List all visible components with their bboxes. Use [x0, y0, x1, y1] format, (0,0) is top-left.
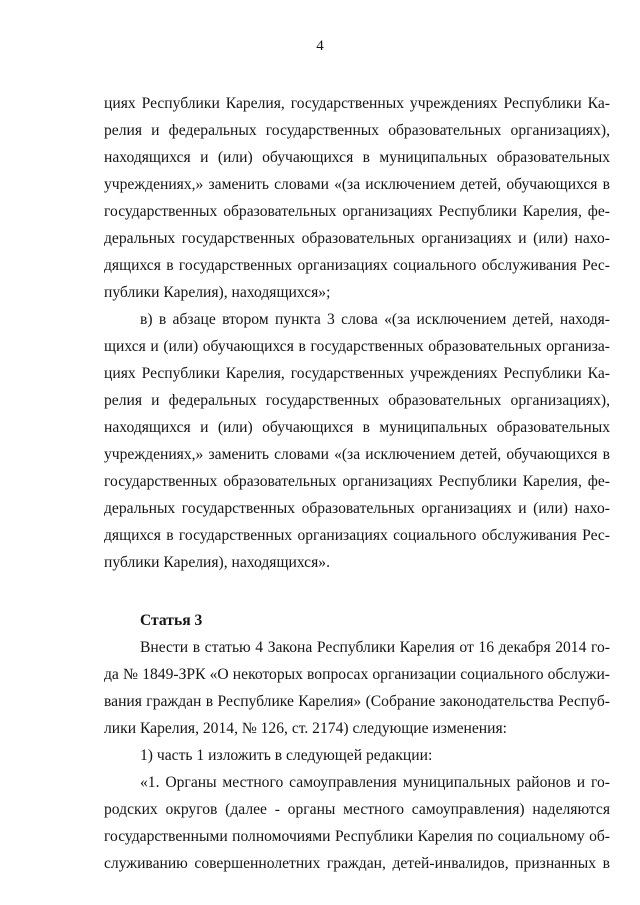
- text-line: публики Карелия), находящихся»;: [104, 284, 331, 301]
- text-line: деральных государственных образовательных организациях и (или) нахо-: [104, 230, 610, 247]
- text-line: «1. Органы местного самоуправления муниципальных районов и го-: [140, 774, 610, 791]
- text-line: дящихся в государственных организациях социального обслуживания Рес-: [104, 527, 610, 544]
- text-line: государственными полномочиями Республики Карелия по социальному об-: [104, 828, 610, 845]
- text-line: родских округов (далее - органы местного самоуправления) наделяются: [104, 801, 610, 818]
- text-line: в) в абзаце втором пункта 3 слова «(за исключением детей, находя-: [140, 311, 610, 328]
- paragraph-article-intro: [104, 634, 610, 742]
- text-line: Внести в статью 4 Закона Республики Карелия от 16 декабря 2014 го-: [140, 639, 610, 656]
- section-gap: [104, 576, 610, 607]
- paragraph-item-v: [104, 306, 610, 576]
- paragraph-item-1: [104, 742, 610, 769]
- text-line: циях Республики Карелия, государственных учреждениях Республики Ка-: [104, 365, 610, 382]
- text-line: дящихся в государственных организациях социального обслуживания Рес-: [104, 257, 610, 274]
- text-line: щихся и (или) обучающихся в государственных образовательных организа-: [104, 338, 610, 355]
- document-body: [104, 90, 610, 877]
- paragraph-quoted-part-1: [104, 769, 610, 877]
- text-line: 1) часть 1 изложить в следующей редакции:: [140, 747, 433, 764]
- article-heading: Статья 3: [140, 612, 203, 629]
- text-line: вания граждан в Республике Карелия» (Собрание законодательства Респуб-: [104, 693, 610, 710]
- text-line: государственных образовательных организациях Республики Карелия, фе-: [104, 473, 610, 490]
- text-line: государственных образовательных организациях Республики Карелия, фе-: [104, 203, 610, 220]
- paragraph-continuation: [104, 90, 610, 306]
- text-line: учреждениях,» заменить словами «(за исключением детей, обучающихся в: [104, 176, 610, 193]
- text-line: деральных государственных образовательных организациях и (или) нахо-: [104, 500, 610, 517]
- text-line: релия и федеральных государственных образовательных организациях),: [104, 392, 610, 409]
- text-line: лики Карелия, 2014, № 126, ст. 2174) следующие изменения:: [104, 720, 507, 737]
- text-line: релия и федеральных государственных образовательных организациях),: [104, 122, 610, 139]
- text-line: циях Республики Карелия, государственных учреждениях Республики Ка-: [104, 95, 610, 112]
- text-line: учреждениях,» заменить словами «(за исключением детей, обучающихся в: [104, 446, 610, 463]
- text-line: да № 1849-ЗРК «О некоторых вопросах организации социального обслужи-: [104, 666, 610, 683]
- text-line: публики Карелия), находящихся».: [104, 554, 330, 571]
- text-line: находящихся и (или) обучающихся в муниципальных образовательных: [104, 149, 610, 166]
- text-line: служиванию совершеннолетних граждан, детей-инвалидов, признанных в: [104, 855, 610, 872]
- text-line: находящихся и (или) обучающихся в муниципальных образовательных: [104, 419, 610, 436]
- page-number: 4: [316, 38, 324, 54]
